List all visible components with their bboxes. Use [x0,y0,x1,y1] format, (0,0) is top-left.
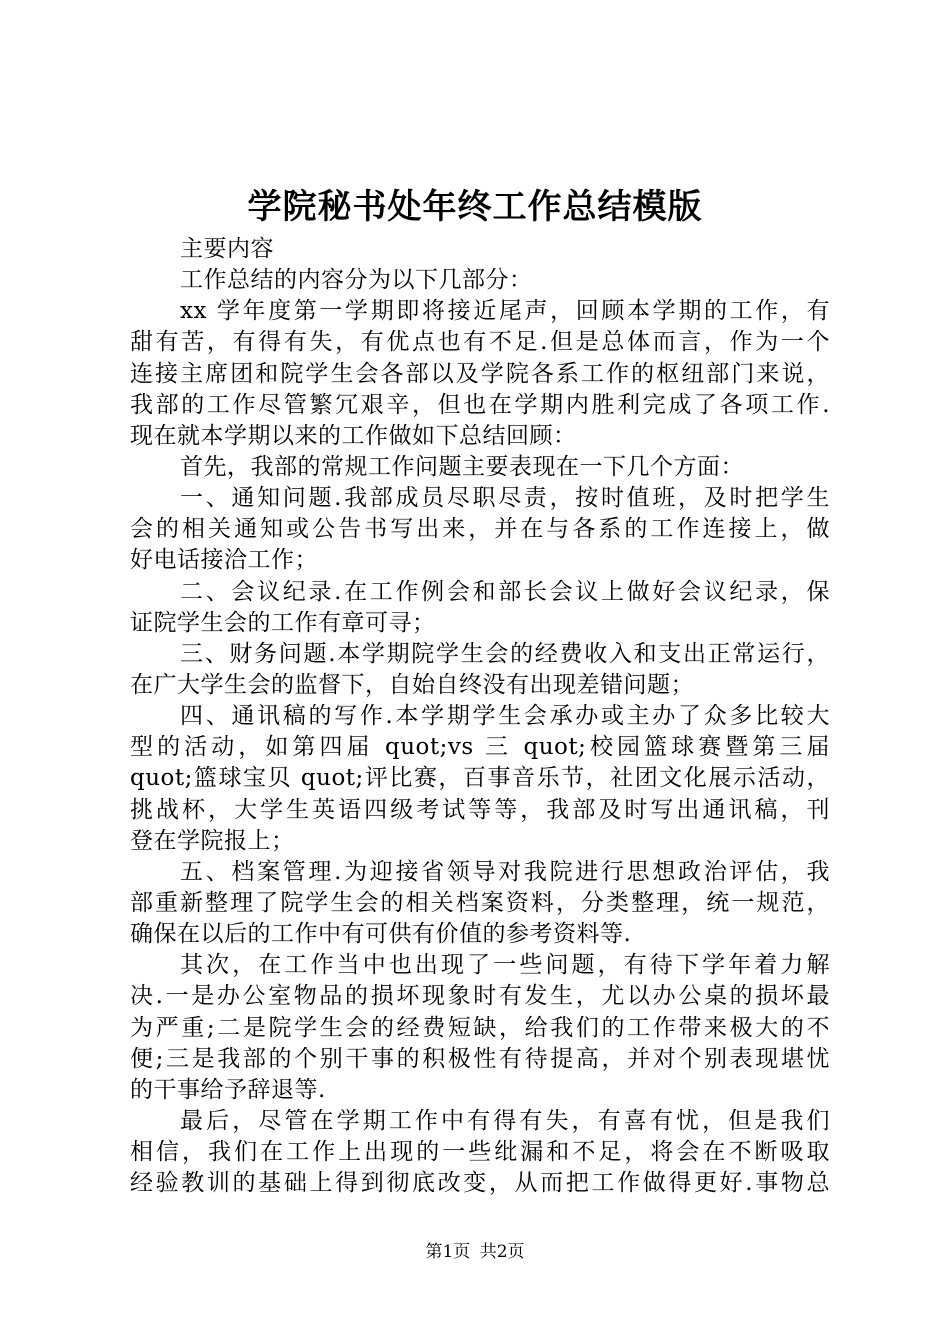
page-number: 第1页 [425,1242,471,1262]
body-line: 五、档案管理.为迎接省领导对我院进行思想政治评估，我 [180,858,830,885]
document-title: 学院秘书处年终工作总结模版 [247,187,703,227]
body-line: 确保在以后的工作中有可供有价值的参考资料等. [130,921,632,948]
body-line: 登在学院报上； [130,827,295,854]
body-line: 最后，尽管在学期工作中有得有失，有喜有忧，但是我们 [180,1107,830,1134]
body-line: quot;篮球宝贝 quot;评比赛，百事音乐节，社团文化展示活动， [130,765,830,792]
body-line: 挑战杯，大学生英语四级考试等等，我部及时写出通讯稿，刊 [130,796,830,823]
body-line: 型的活动，如第四届 quot;vs 三 quot;校园篮球赛暨第三届 [130,734,830,761]
body-line: 现在就本学期以来的工作做如下总结回顾： [130,422,577,449]
body-line: 首先，我部的常规工作问题主要表现在一下几个方面： [180,453,744,480]
body-line: 相信，我们在工作上出现的一些纰漏和不足，将会在不断吸取 [130,1139,830,1166]
body-line: 决.一是办公室物品的损坏现象时有发生，尤以办公桌的损坏最 [130,983,830,1010]
body-line: 便;三是我部的个别干事的积极性有待提高，并对个别表现堪忧 [130,1045,830,1072]
body-line: 我部的工作尽管繁冗艰辛，但也在学期内胜利完成了各项工作. [130,391,830,418]
page-total: 共2页 [479,1242,525,1262]
body-line: 一、通知问题.我部成员尽职尽责，按时值班，及时把学生 [180,485,830,512]
body-line: 证院学生会的工作有章可寻； [130,609,436,636]
body-line: 会的相关通知或公告书写出来，并在与各系的工作连接上，做 [130,516,830,543]
body-line: 工作总结的内容分为以下几部分： [180,267,533,294]
body-line: 部重新整理了院学生会的相关档案资料，分类整理，统一规范， [130,889,830,916]
document-body [130,234,830,1199]
body-line: 其次，在工作当中也出现了一些问题，有待下学年着力解 [180,952,830,979]
body-line: 经验教训的基础上得到彻底改变，从而把工作做得更好.事物总 [130,1170,830,1197]
body-line: 为严重;二是院学生会的经费短缺，给我们的工作带来极大的不 [130,1014,830,1041]
body-line: 的干事给予辞退等. [130,1076,326,1103]
body-line: 四、通讯稿的写作.本学期学生会承办或主办了众多比较大 [180,703,830,730]
body-line: 连接主席团和院学生会各部以及学院各系工作的枢纽部门来说， [130,360,830,387]
body-line: xx 学年度第一学期即将接近尾声，回顾本学期的工作，有 [180,298,830,325]
page-footer [0,1240,950,1264]
body-line: 三、财务问题.本学期院学生会的经费收入和支出正常运行， [180,640,830,667]
body-line: 甜有苦，有得有失，有优点也有不足.但是总体而言，作为一个 [130,329,830,356]
body-line: 主要内容 [180,236,274,262]
body-line: 二、会议纪录.在工作例会和部长会议上做好会议纪录，保 [180,578,830,605]
body-line: 在广大学生会的监督下，自始自终没有出现差错问题； [130,671,694,698]
body-line: 好电话接洽工作； [130,547,318,574]
